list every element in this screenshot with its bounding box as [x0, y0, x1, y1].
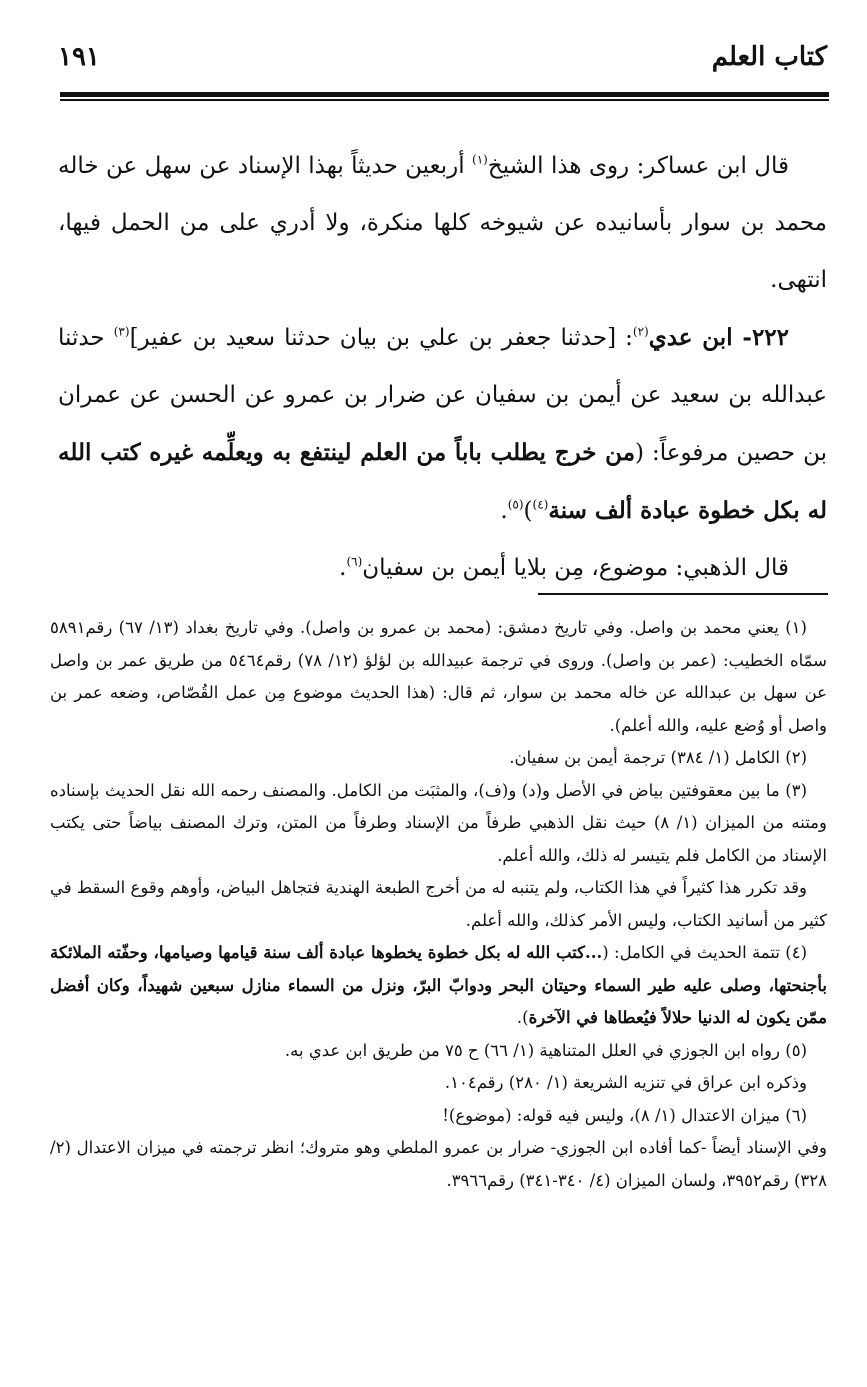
- header-rule-thick: [60, 92, 829, 97]
- hadith-matn: من خرج يطلب باباً من العلم لينتفع به ويعلِّمه غيره كتب الله له بكل خطوة عبادة ألف سنة: [58, 439, 827, 524]
- footnote-5: (٥) رواه ابن الجوزي في العلل المتناهية (١/ ٦٦) ح ٧٥ من طريق ابن عدي به.: [284, 1040, 807, 1060]
- text-run: حدثنا عبدالله بن سعيد عن أيمن بن سفيان عن ضرار بن عمرو عن الحسن عن عمران بن حصين مرفوعاً: (: [58, 325, 827, 466]
- text-run: .: [500, 498, 508, 524]
- text-run: قال ابن عساكر: روى هذا الشيخ: [487, 153, 790, 179]
- footnote-5-continued: وذكره ابن عراق في تنزيه الشريعة (١/ ٢٨٠) رقم١٠٤.: [444, 1073, 807, 1092]
- text-run: قال الذهبي: موضوع، مِن بلايا أيمن بن سفيان: [362, 555, 789, 581]
- text-run: ).: [516, 1008, 529, 1027]
- hadith-number: ٢٢٢- ابن عدي: [648, 324, 789, 351]
- text-run: ): [523, 498, 533, 524]
- footnote-ref: (١): [472, 152, 488, 167]
- footnote-ref: (٢): [632, 324, 649, 339]
- footnote-ref: (٦): [346, 554, 363, 569]
- paragraph-ibn-asakir: [58, 138, 827, 309]
- hadith-continuation: ...كتب الله له بكل خطوة يخطوها عبادة ألف سنة قيامها وصيامها، وحفّته الملائكة بأجنحتها، وصلى عليه طير السماء وحيتان البحر ودوابّ البرّ، ونزل من السماء منازل سبعين شهيداً، وكان أفضل ممّن يكون له الدنيا حلالاً فيُعطاها في الآخرة: [50, 943, 827, 1027]
- footnote-2: (٢) الكامل (١/ ٣٨٤) ترجمة أيمن بن سفيان.: [509, 748, 807, 767]
- footnote-6: (٦) ميزان الاعتدال (١/ ٨)، وليس فيه قوله: (موضوع)!: [442, 1105, 807, 1125]
- footnote-1: (١) يعني محمد بن واصل. وفي تاريخ دمشق: (محمد بن عمرو بن واصل). وفي تاريخ بغداد (١٣/ ٦٧) رقم٥٨٩١ سمّاه الخطيب: (عمر بن واصل). وروى في ترجمة عبيدالله بن لؤلؤ (١٢/ ٧٨) رقم٥٤٦٤ من طريق عمر بن واصل عن سهل بن عبدالله عن خاله محمد بن سوار، ثم قال: (هذا الحديث موضوع مِن عمل القُصّاص، وضعه عمر بن واصل أو وُضع عليه، والله أعلم).: [50, 618, 827, 735]
- running-title: كتاب العلم: [711, 42, 827, 72]
- footnote-ref: (٣): [113, 324, 130, 339]
- main-text: [58, 138, 827, 597]
- footnote-6-continued: وفي الإسناد أيضاً -كما أفاده ابن الجوزي- ضرار بن عمرو الملطي وهو متروك؛ انظر ترجمته في ميزان الاعتدال (٢/ ٣٢٨) رقم٣٩٥٢، ولسان الميزان (٤/ ٣٤٠-٣٤١) رقم٣٩٦٦.: [50, 1138, 827, 1190]
- footnote-ref: (٥): [507, 497, 524, 512]
- text-run: (٤) تتمة الحديث في الكامل: (: [602, 943, 807, 962]
- text-run: .: [339, 555, 347, 581]
- page-header: [58, 40, 827, 80]
- text-run: : [حدثنا جعفر بن علي بن بيان حدثنا سعيد بن عفير]: [129, 325, 633, 351]
- paragraph-hadith-222: [58, 309, 827, 540]
- footnote-ref: (٤): [532, 497, 549, 512]
- footnote-4: [50, 937, 827, 1035]
- footnotes-section: [50, 612, 827, 1197]
- page-number: ١٩١: [58, 42, 100, 72]
- footnote-3: (٣) ما بين معقوفتين بياض في الأصل و(د) و(ف)، والمثبَت من الكامل. والمصنف رحمه الله نقل الحديث بإسناده ومتنه من الميزان (١/ ٨) حيث نقل الذهبي طرفاً من الإسناد وطرفاً من المتن، وترك المصنف بياضاً حتى يكتب الإسناد من الكامل فلم يتيسر له ذلك، والله أعلم.: [50, 780, 827, 865]
- paragraph-dhahabi: [58, 540, 827, 597]
- footnote-3-continued: وقد تكرر هذا كثيراً في هذا الكتاب، ولم يتنبه له من أخرج الطبعة الهندية فتجاهل البياض، وأوهم وقوع السقط في كثير من أسانيد الكتاب، وليس الأمر كذلك، والله أعلم.: [50, 878, 827, 930]
- footnote-divider: [538, 593, 828, 595]
- text-run: أربعين حديثاً بهذا الإسناد عن سهل عن خاله محمد بن سوار بأسانيده عن شيوخه كلها منكرة، ولا أدري على من الحمل فيها، انتهى.: [58, 153, 827, 293]
- header-rule-thin: [60, 99, 829, 101]
